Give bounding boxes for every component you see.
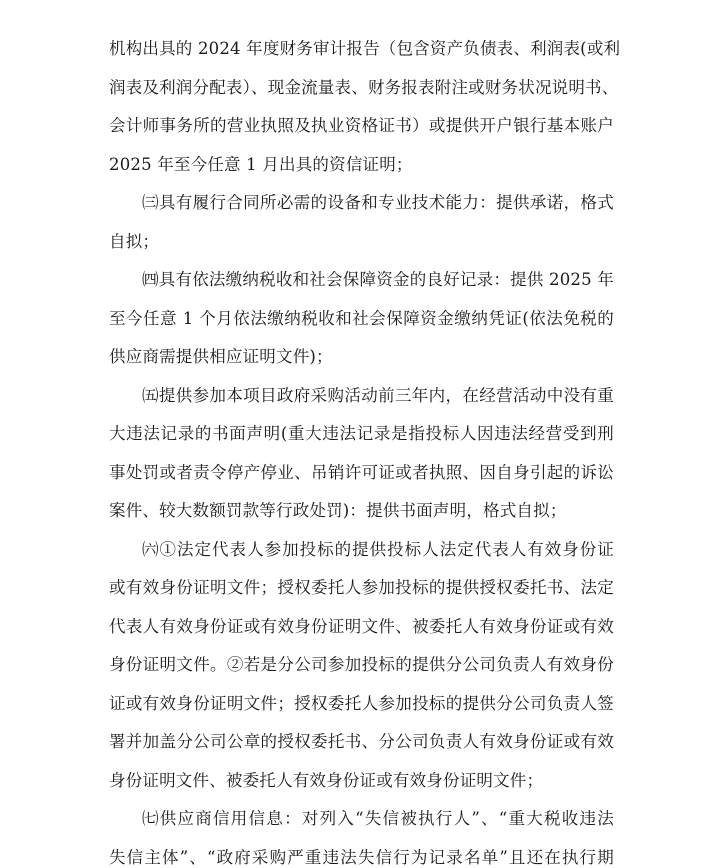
document-body	[109, 30, 621, 868]
text-line: 失信主体”、“政府采购严重违法失信行为记录名单”且还在执行期	[109, 847, 614, 867]
text-line: 润表及利润分配表）、现金流量表、财务报表附注或财务状况说明书、	[109, 77, 619, 97]
text-line: 至今任意 1 个月依法缴纳税收和社会保障资金缴纳凭证(依法免税的	[109, 308, 614, 328]
paragraph-financial-audit	[109, 30, 621, 184]
text-line: ㈤提供参加本项目政府采购活动前三年内，在经营活动中没有重	[142, 385, 614, 405]
paragraph-no-violation-statement	[109, 377, 614, 531]
text-line: 供应商需提供相应证明文件)；	[109, 347, 333, 366]
text-line: 会计师事务所的营业执照及执业资格证书）或提供开户银行基本账户	[109, 116, 614, 135]
text-line: 2025 年至今任意 1 月出具的资信证明；	[109, 154, 413, 174]
text-line: 身份证明文件、被委托人有效身份证或有效身份证明文件；	[109, 770, 544, 790]
text-line: 代表人有效身份证或有效身份证明文件、被委托人有效身份证或有效	[109, 616, 614, 636]
text-line: 或有效身份证明文件；授权委托人参加投标的提供授权委托书、法定	[109, 578, 614, 597]
text-line: 事处罚或者责令停产停业、吊销许可证或者执照、因自身引起的诉讼	[109, 462, 614, 482]
text-line: ㈦供应商信用信息：对列入“失信被执行人”、“重大税收违法	[142, 809, 614, 828]
text-line: 机构出具的 2024 年度财务审计报告（包含资产负债表、利润表(或利	[109, 39, 621, 58]
paragraph-tax-social-security	[109, 261, 614, 377]
text-line: ㈥①法定代表人参加投标的提供投标人法定代表人有效身份证	[142, 539, 614, 559]
text-line: ㈢具有履行合同所必需的设备和专业技术能力：提供承诺，格式	[142, 193, 614, 212]
text-line: 案件、较大数额罚款等行政处罚)：提供书面声明，格式自拟；	[109, 501, 567, 520]
text-line: 大违法记录的书面声明(重大违法记录是指投标人因违法经营受到刑	[109, 424, 614, 443]
text-line: 身份证明文件。②若是分公司参加投标的提供分公司负责人有效身份	[109, 655, 614, 674]
paragraph-equipment-capability	[109, 184, 614, 261]
text-line: 证或有效身份证明文件；授权委托人参加投标的提供分公司负责人签	[109, 693, 614, 713]
text-line: 自拟；	[109, 231, 160, 251]
paragraph-credit-information	[109, 800, 614, 868]
paragraph-identity-documents	[109, 531, 614, 801]
text-line: 署并加盖分公司公章的授权委托书、分公司负责人有效身份证或有效	[109, 732, 614, 751]
text-line: ㈣具有依法缴纳税收和社会保障资金的良好记录：提供 2025 年	[142, 270, 614, 289]
